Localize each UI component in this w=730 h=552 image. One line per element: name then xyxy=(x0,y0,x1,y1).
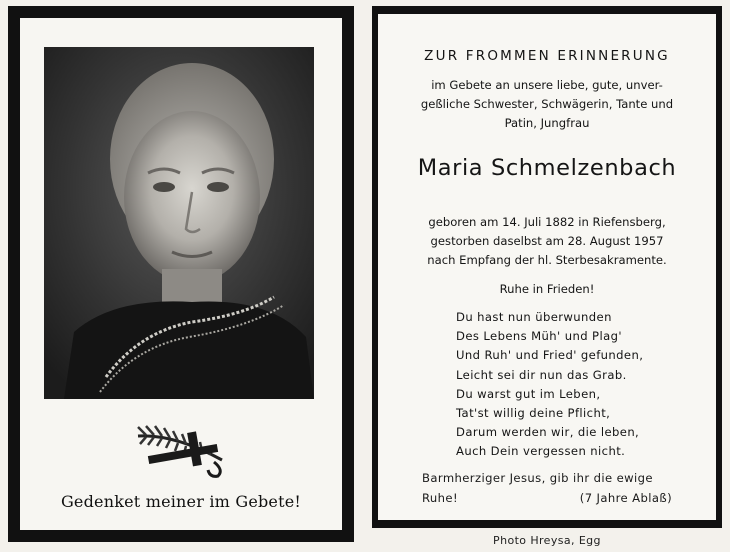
poem-line: Des Lebens Müh' und Plag' xyxy=(456,329,622,344)
indulgence-note: (7 Jahre Ablaß) xyxy=(579,491,672,505)
poem-line: Du warst gut im Leben, xyxy=(456,386,601,401)
life-dates xyxy=(378,213,716,270)
photo-credit: Photo Hreysa, Egg xyxy=(493,534,601,547)
memorial-photo-card xyxy=(8,6,354,542)
life-dates-line: geboren am 14. Juli 1882 in Riefensberg, xyxy=(428,215,666,229)
life-dates-line: nach Empfang der hl. Sterbesakramente. xyxy=(427,253,667,267)
poem-line: Darum werden wir, die leben, xyxy=(456,425,640,440)
card-heading: ZUR FROMMEN ERINNERUNG xyxy=(424,48,670,64)
intro-text xyxy=(378,76,716,133)
poem-line: Und Ruh' und Fried' gefunden, xyxy=(456,348,644,363)
intro-line: Patin, Jungfrau xyxy=(504,116,590,130)
memorial-text-card xyxy=(372,6,722,528)
prayer-line: Barmherziger Jesus, gib ihr die ewige xyxy=(422,471,653,485)
prayer-line: Ruhe! xyxy=(422,491,459,505)
poem-line: Leicht sei dir nun das Grab. xyxy=(456,367,627,382)
intro-line: geßliche Schwester, Schwägerin, Tante und xyxy=(420,97,674,111)
deceased-name: Maria Schmelzenbach xyxy=(417,155,677,181)
photo-card-inner xyxy=(20,18,342,530)
portrait-photo xyxy=(44,47,314,399)
memorial-poem xyxy=(456,308,643,462)
text-card-inner xyxy=(378,14,716,520)
life-dates-line: gestorben daselbst am 28. August 1957 xyxy=(430,234,664,248)
poem-line: Du hast nun überwunden xyxy=(456,310,612,324)
cross-and-palm-emblem-icon xyxy=(130,416,240,478)
rest-in-peace: Ruhe in Frieden! xyxy=(499,282,595,296)
poem-line: Tat'st willig deine Pflicht, xyxy=(456,406,611,421)
poem-line: Auch Dein vergessen nicht. xyxy=(456,444,626,459)
intro-line: im Gebete an unsere liebe, gute, unver- xyxy=(431,78,663,92)
remembrance-caption: Gedenket meiner im Gebete! xyxy=(60,492,302,511)
